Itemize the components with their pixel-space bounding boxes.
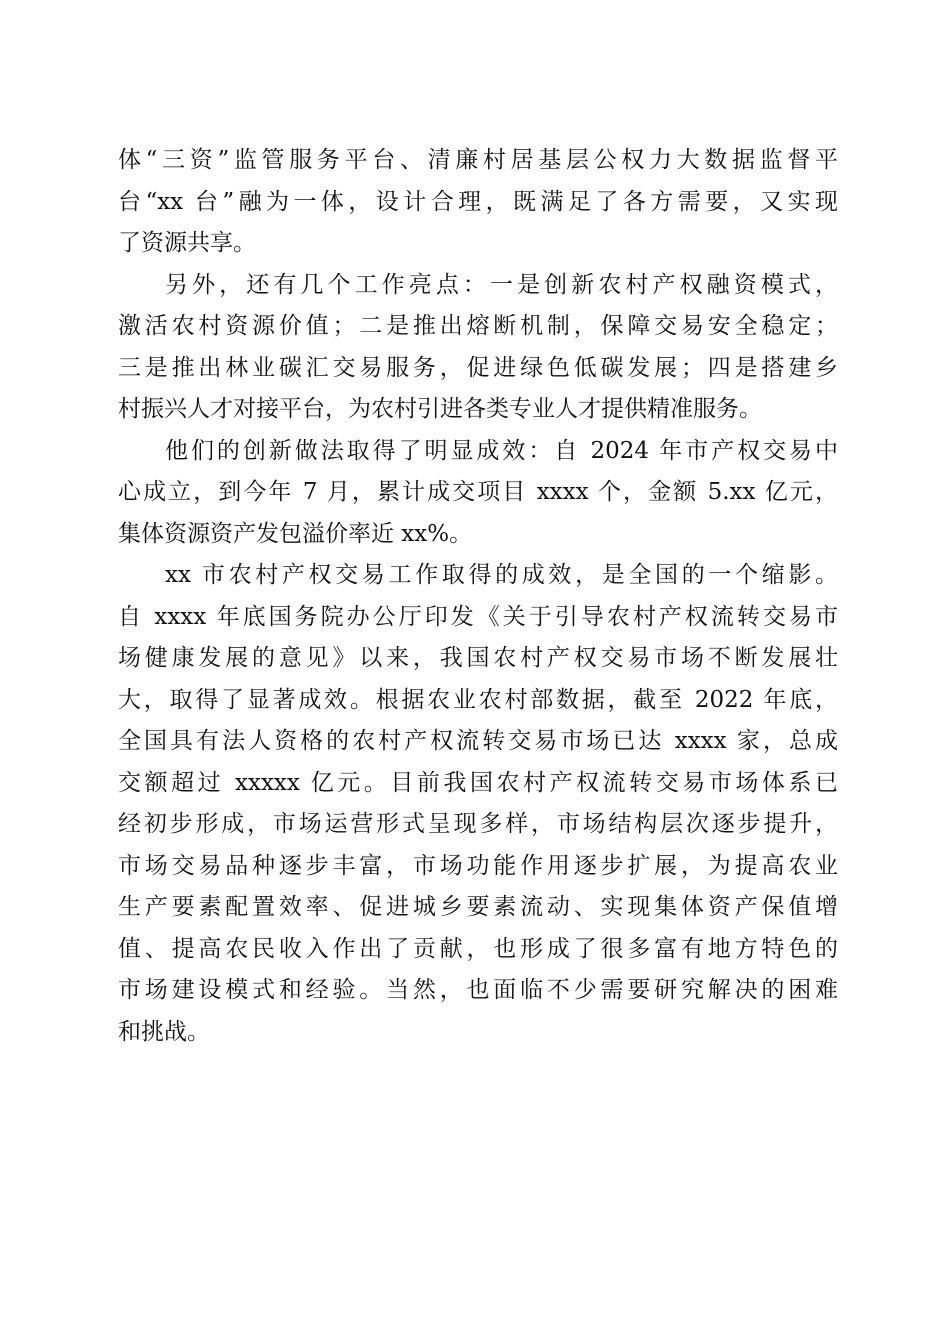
text-line: 另外，还有几个工作亮点：一是创新农村产权融资模式， [165, 271, 838, 298]
text-line: 经初步形成，市场运营形式呈现多样，市场结构层次逐步提升， [118, 811, 838, 837]
text-line: 市场交易品种逐步丰富，市场功能作用逐步扩展，为提高农业 [118, 852, 838, 879]
text-line: 和挑战。 [118, 1018, 210, 1045]
paragraph [118, 555, 838, 1053]
text-line: 生产要素配置效率、促进城乡要素流动、实现集体资产保值增 [118, 894, 838, 920]
text-line: 了资源共享。 [118, 230, 256, 256]
text-line: 三是推出林业碳汇交易服务，促进绿色低碳发展；四是搭建乡 [118, 354, 838, 381]
text-line: 市场建设模式和经验。当然，也面临不少需要研究解决的困难 [118, 977, 838, 1003]
paragraph [118, 140, 838, 265]
text-line: 场健康发展的意见》以来，我国农村产权交易市场不断发展壮 [118, 645, 838, 671]
text-line: 台“xx 台”融为一体，设计合理，既满足了各方需要，又实现 [118, 188, 838, 215]
text-line: 体“三资”监管服务平台、清廉村居基层公权力大数据监督平 [118, 147, 838, 173]
paragraph [118, 431, 838, 556]
text-line: xx 市农村产权交易工作取得的成效，是全国的一个缩影。 [165, 562, 838, 588]
text-line: 他们的创新做法取得了明显成效：自 2024 年市产权交易中 [165, 437, 838, 464]
text-line: 交额超过 xxxxx 亿元。目前我国农村产权流转交易市场体系已 [118, 769, 838, 796]
text-line: 激活农村资源价值；二是推出熔断机制，保障交易安全稳定； [118, 313, 838, 339]
text-line: 全国具有法人资格的农村产权流转交易市场已达 xxxx 家，总成 [118, 728, 838, 754]
text-line: 村振兴人才对接平台，为农村引进各类专业人才提供精准服务。 [118, 396, 762, 422]
document-body [118, 140, 838, 1053]
text-line: 集体资源资产发包溢价率近 xx%。 [118, 520, 473, 547]
text-line: 心成立，到今年 7 月，累计成交项目 xxxx 个，金额 5.xx 亿元， [118, 479, 838, 505]
text-line: 值、提高农民收入作出了贡献，也形成了很多富有地方特色的 [118, 935, 838, 962]
text-line: 自 xxxx 年底国务院办公厅印发《关于引导农村产权流转交易市 [118, 603, 838, 630]
text-line: 大，取得了显著成效。根据农业农村部数据，截至 2022 年底， [118, 686, 838, 713]
paragraph [118, 265, 838, 431]
